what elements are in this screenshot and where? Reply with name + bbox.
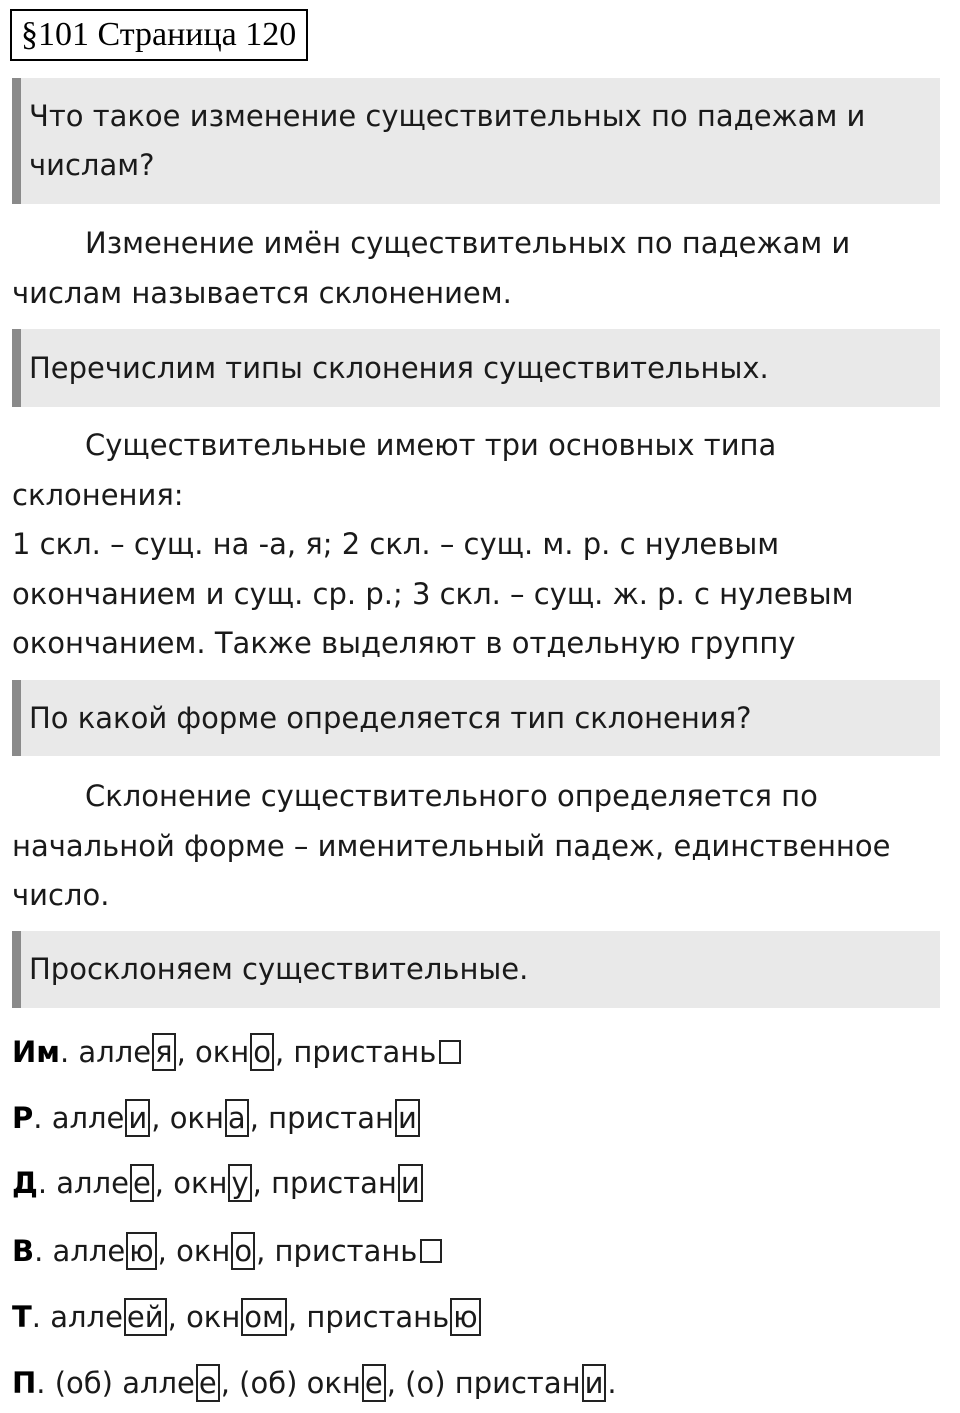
question-block bbox=[12, 931, 940, 1008]
ending-box: и bbox=[125, 1099, 150, 1137]
preposition: (об) bbox=[54, 1366, 123, 1400]
word-stem: окн bbox=[169, 1101, 224, 1135]
word-stem: пристан bbox=[268, 1101, 394, 1135]
ending-box: и bbox=[395, 1099, 420, 1137]
question-block bbox=[12, 680, 940, 756]
ending-box: у bbox=[228, 1164, 251, 1202]
case-label: Т bbox=[12, 1300, 32, 1334]
word-stem: окн bbox=[195, 1035, 250, 1069]
answer-text: 1 скл. – сущ. на -а, я; 2 скл. – сущ. м. р. с нулевым bbox=[12, 527, 780, 561]
answer-text: числам называется склонением. bbox=[12, 275, 512, 310]
ending-box: ю bbox=[450, 1298, 480, 1336]
case-label: Д bbox=[12, 1166, 38, 1200]
ending-box: ом bbox=[241, 1298, 287, 1336]
word-stem: пристань bbox=[306, 1300, 450, 1334]
question-text: По какой форме определяется тип склонения? bbox=[29, 700, 752, 735]
preposition: (о) bbox=[405, 1366, 455, 1400]
question-text: Что такое изменение существительных по падежам и bbox=[29, 99, 866, 133]
answer-text: Существительные имеют три основных типа склонения: bbox=[12, 428, 777, 512]
word-stem: алле bbox=[56, 1166, 129, 1200]
word-stem: окн bbox=[306, 1366, 361, 1400]
answer-text: начальной форме – именительный падеж, единственное bbox=[12, 828, 891, 863]
ending-box: о bbox=[231, 1232, 255, 1270]
word-stem: пристан bbox=[454, 1366, 581, 1400]
ending-box: о bbox=[250, 1033, 274, 1071]
case-label: П bbox=[12, 1366, 37, 1400]
answer-text: Склонение существительного определяется по bbox=[85, 779, 818, 813]
ending-box: е bbox=[130, 1164, 154, 1202]
preposition: (об) bbox=[239, 1366, 307, 1400]
word-stem: пристан bbox=[271, 1166, 397, 1200]
ending-box: ей bbox=[124, 1298, 167, 1336]
ending-box: я bbox=[152, 1033, 175, 1071]
answer-paragraph bbox=[12, 219, 952, 318]
word-stem: пристань bbox=[293, 1035, 437, 1069]
word-stem: окн bbox=[186, 1300, 241, 1334]
question-text: Перечислим типы склонения существительных. bbox=[29, 350, 769, 385]
answer-paragraph bbox=[12, 421, 952, 718]
ending-box: а bbox=[225, 1099, 249, 1137]
page-title: §101 Страница 120 bbox=[10, 9, 308, 61]
declension-row: Р. алле и , окн а , пристан и bbox=[12, 1098, 421, 1138]
word-stem: алле bbox=[51, 1101, 125, 1135]
question-text: Просклоняем существительные. bbox=[29, 952, 529, 986]
word-stem: пристань bbox=[274, 1234, 418, 1268]
word-stem: окн bbox=[173, 1166, 228, 1200]
case-label: Р bbox=[12, 1101, 34, 1135]
word-stem: алле bbox=[50, 1300, 123, 1334]
zero-ending-box bbox=[439, 1040, 461, 1064]
case-label: Им bbox=[12, 1035, 60, 1069]
zero-ending-box bbox=[420, 1239, 442, 1263]
word-stem: алле bbox=[78, 1035, 152, 1069]
ending-box: ю bbox=[126, 1232, 156, 1270]
declension-row: Им. алле я , окн о , пристань bbox=[12, 1032, 461, 1072]
case-label: В bbox=[12, 1234, 35, 1268]
ending-box: и bbox=[582, 1364, 607, 1402]
ending-box: е bbox=[196, 1364, 220, 1402]
answer-text: окончанием. Также выделяют в отдельную группу bbox=[12, 626, 796, 660]
word-stem: алле bbox=[52, 1234, 126, 1268]
sentence-end: . bbox=[607, 1366, 617, 1400]
answer-paragraph bbox=[12, 772, 952, 921]
declension-row: Т. алле ей , окн ом , пристань ю bbox=[12, 1297, 482, 1337]
declension-row: П. (об) алле е , (об) окн е , (о) пристан и . bbox=[12, 1366, 617, 1400]
answer-text: Изменение имён существительных по падежам и bbox=[85, 226, 851, 260]
question-block bbox=[12, 329, 940, 407]
answer-text: число. bbox=[12, 878, 110, 912]
ending-box: е bbox=[362, 1364, 386, 1402]
declension-row: В. алле ю , окн о , пристань bbox=[12, 1231, 442, 1271]
question-block bbox=[12, 78, 940, 204]
declension-row: Д. алле е , окн у , пристан и bbox=[12, 1163, 424, 1203]
answer-text: окончанием и сущ. ср. р.; 3 скл. – сущ. ж. р. с нулевым bbox=[12, 576, 854, 611]
word-stem: окн bbox=[176, 1234, 231, 1268]
word-stem: алле bbox=[122, 1366, 195, 1400]
ending-box: и bbox=[398, 1164, 423, 1202]
question-text: числам? bbox=[29, 148, 155, 182]
